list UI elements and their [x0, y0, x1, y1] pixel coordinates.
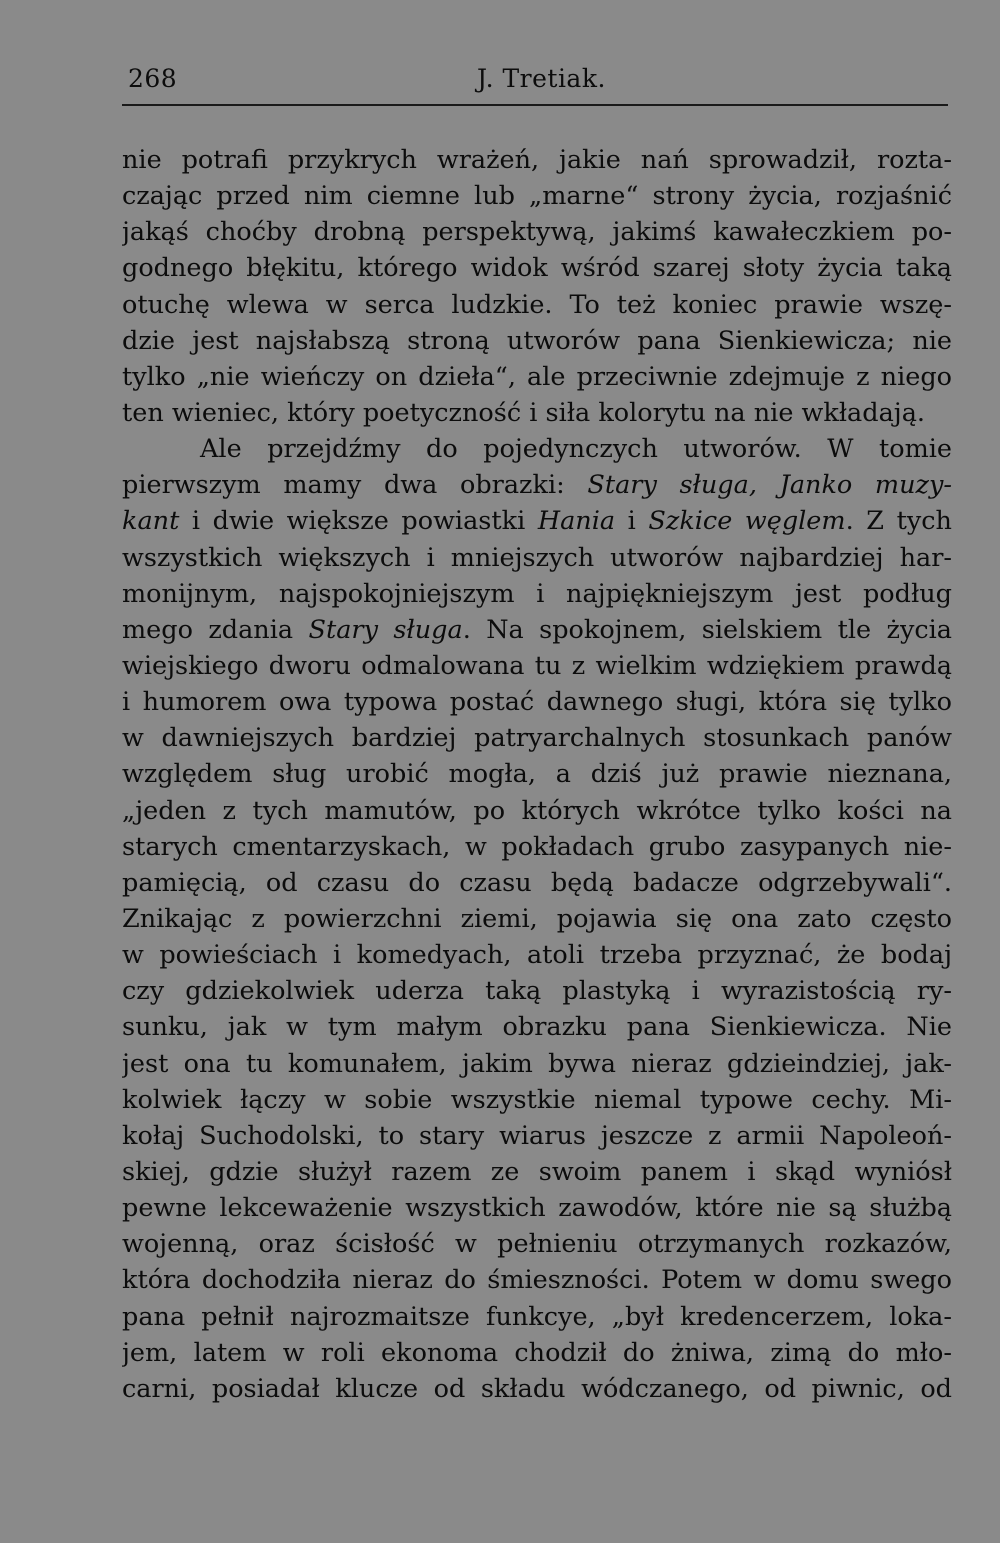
text-line: dzie jest najsłabszą stroną utworów pana Sienkiewicza; nie: [122, 325, 952, 356]
text-segment: . Na spokojnem, sielskiem tle życia: [462, 614, 952, 645]
text-line: kolwiek łączy w sobie wszystkie niemal typowe cechy. Mi-: [122, 1084, 952, 1115]
text-line: w powieściach i komedyach, atoli trzeba przyznać, że bodaj: [122, 940, 952, 971]
text-line: [122, 467, 952, 503]
text-line: [122, 612, 952, 648]
text-segment: i: [615, 506, 649, 537]
text-line: otuchę wlewa w serca ludzkie. To też koniec prawie wszę-: [122, 289, 952, 320]
text-line: nie potrafi przykrych wrażeń, jakie nań sprowadził, rozta-: [122, 145, 952, 175]
text-line: starych cmentarzyskach, w pokładach grubo zasypanych nie-: [122, 831, 952, 862]
text-line: czy gdziekolwiek uderza taką plastyką i wyrazistością ry-: [122, 976, 952, 1007]
text-line: Znikając z powierzchni ziemi, pojawia się ona zato często: [122, 903, 952, 934]
text-line: wszystkich większych i mniejszych utworów najbardziej har-: [122, 542, 952, 573]
text-segment: i dwie większe powiastki: [179, 506, 538, 537]
text-segment: pierwszym mamy dwa obrazki:: [122, 470, 588, 501]
italic-title: Stary sługa, Janko muzy-: [587, 470, 952, 501]
text-line: tylko „nie wieńczy on dzieła“, ale przeciwnie zdejmuje z niego: [122, 361, 952, 392]
body-text: [122, 142, 952, 1407]
text-line: carni, posiadał klucze od składu wódczanego, od piwnic, od: [122, 1373, 952, 1404]
italic-title: Szkice węglem: [648, 506, 846, 537]
text-line: skiej, gdzie służył razem ze swoim panem i skąd wyniósł: [122, 1156, 952, 1187]
text-line: godnego błękitu, którego widok wśród szarej słoty życia taką: [122, 253, 952, 284]
text-line: wojenną, oraz ścisłość w pełnieniu otrzymanych rozkazów,: [122, 1229, 952, 1260]
text-line: sunku, jak w tym małym obrazku pana Sienkiewicza. Nie: [122, 1012, 952, 1043]
italic-title: kant: [122, 506, 180, 537]
text-line: wiejskiego dworu odmalowana tu z wielkim wdziękiem prawdą: [122, 650, 952, 681]
italic-title: Stary sługa: [308, 614, 463, 645]
text-line: w dawniejszych bardziej patryarchalnych stosunkach panów: [122, 723, 952, 754]
running-head: J. Tretiak.: [477, 64, 606, 93]
text-line: Ale przejdźmy do pojedynczych utworów. W tomie: [200, 434, 952, 465]
text-line: czając przed nim ciemne lub „marne“ strony życia, rozjaśnić: [122, 181, 952, 212]
text-line: jakąś choćby drobną perspektywą, jakimś kawałeczkiem po-: [122, 217, 952, 248]
text-line: kołaj Suchodolski, to stary wiarus jeszcze z armii Napoleoń-: [122, 1120, 952, 1151]
text-line: pewne lekceważenie wszystkich zawodów, które nie są służbą: [122, 1193, 952, 1224]
page-header: [122, 64, 948, 104]
text-segment: mego zdania: [122, 614, 309, 645]
text-line: pana pełnił najrozmaitsze funkcye, „był kredencerzem, loka-: [122, 1301, 952, 1332]
text-line: i humorem owa typowa postać dawnego sługi, która się tylko: [122, 687, 952, 718]
header-rule: [122, 104, 948, 106]
page-number: 268: [128, 64, 178, 93]
text-line: pamięcią, od czasu do czasu będą badacze odgrzebywali“.: [122, 867, 952, 898]
text-line: która dochodziła nieraz do śmieszności. Potem w domu swego: [122, 1265, 952, 1296]
italic-title: Hania: [537, 506, 616, 537]
text-line: „jeden z tych mamutów, po których wkrótce tylko kości na: [122, 795, 952, 826]
text-line: monijnym, najspokojniejszym i najpiękniejszym jest podług: [122, 578, 952, 609]
text-segment: . Z tych: [845, 506, 952, 537]
text-line: [122, 503, 952, 539]
text-line: ten wieniec, który poetyczność i siła kolorytu na nie wkładają.: [122, 397, 926, 428]
text-line: jem, latem w roli ekonoma chodził do żniwa, zimą do mło-: [122, 1337, 952, 1368]
text-line: jest ona tu komunałem, jakim bywa nieraz gdzieindziej, jak-: [122, 1048, 952, 1079]
text-line: względem sług urobić mogła, a dziś już prawie nieznana,: [122, 759, 952, 790]
